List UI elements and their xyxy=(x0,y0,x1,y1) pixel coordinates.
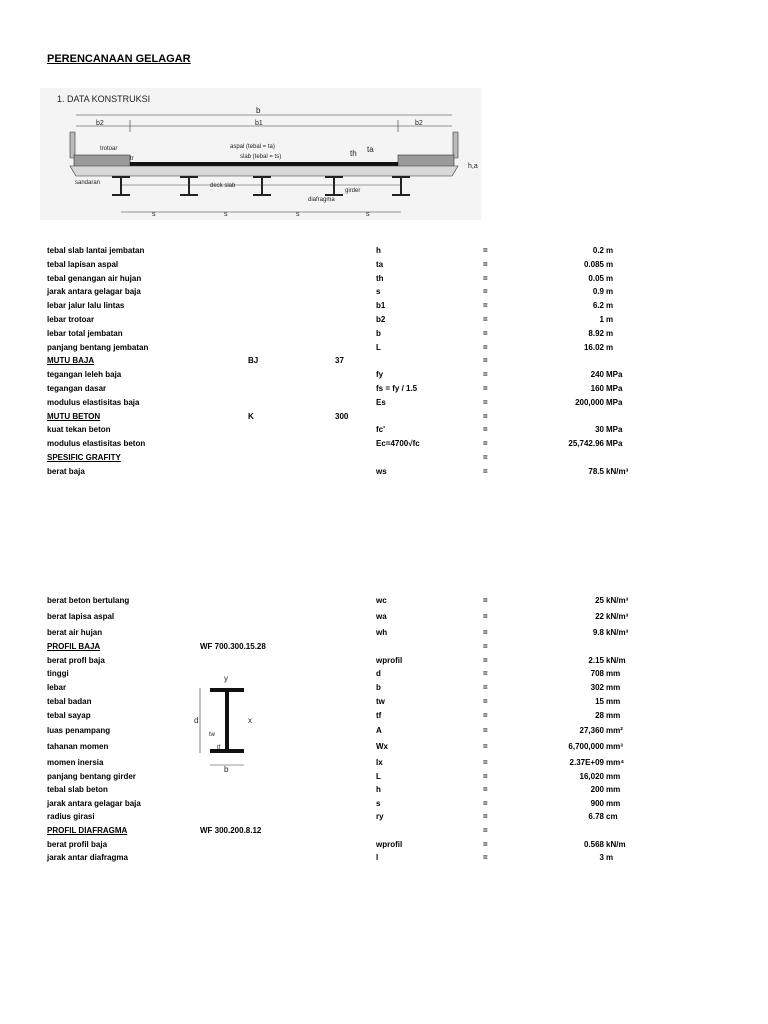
row-label: tebal lapisan aspal xyxy=(47,259,119,269)
row-unit: mm xyxy=(606,711,621,720)
row-label: panjang bentang girder xyxy=(47,772,136,781)
label-girder: girder xyxy=(345,188,361,194)
row-label: tinggi xyxy=(47,669,69,678)
row-unit: MPa xyxy=(606,397,623,407)
row-unit: mm² xyxy=(606,726,623,735)
label-trotoar: trotoar xyxy=(100,146,118,152)
row-equals: = xyxy=(483,840,488,849)
row-symbol: L xyxy=(376,342,381,352)
row-value: 3 xyxy=(599,853,604,862)
row-equals: = xyxy=(483,683,488,692)
row-label: radius girasi xyxy=(47,812,95,821)
row-label: lebar total jembatan xyxy=(47,328,123,338)
label-sandaran: sandaran xyxy=(75,180,101,186)
row-value: 6.2 xyxy=(592,301,604,311)
row-equals: = xyxy=(483,726,488,735)
row-symbol: ry xyxy=(376,812,384,821)
row-extra: WF 700.300.15.28 xyxy=(200,642,266,651)
row-symbol: s xyxy=(376,799,381,808)
row-label: panjang bentang jembatan xyxy=(47,342,149,352)
row-equals: = xyxy=(483,799,488,808)
row-equals: = xyxy=(483,246,488,255)
row-label: berat baja xyxy=(47,466,85,476)
row-value: 0.085 xyxy=(583,259,604,269)
row-symbol: wprofil xyxy=(376,656,403,665)
row-equals: = xyxy=(483,612,488,621)
row-label: tebal sayap xyxy=(47,711,91,720)
row-value: 0.568 xyxy=(583,840,604,849)
row-unit: mm xyxy=(606,799,621,808)
dim-s2-label: s xyxy=(224,211,228,218)
table-row xyxy=(0,757,768,769)
ibeam-y-label: y xyxy=(224,674,228,683)
row-equals: = xyxy=(483,772,488,781)
row-extra2: 300 xyxy=(335,411,349,421)
table-row xyxy=(0,811,768,823)
row-equals: = xyxy=(483,826,488,835)
table-row xyxy=(0,741,768,753)
row-label: berat air hujan xyxy=(47,628,103,637)
row-value: 200,000 xyxy=(575,397,604,407)
row-unit: kN/m³ xyxy=(606,596,629,605)
dim-b2-left-label: b2 xyxy=(96,120,104,127)
row-unit: mm³ xyxy=(606,742,623,751)
row-equals: = xyxy=(483,370,488,380)
row-unit: kN/m³ xyxy=(606,612,629,621)
wf-profile-diagram xyxy=(190,671,264,774)
row-value: 8.92 xyxy=(588,328,604,338)
table-row xyxy=(0,682,768,694)
row-equals: = xyxy=(483,397,488,407)
figure-heading: 1. DATA KONSTRUKSI xyxy=(57,94,151,104)
row-value: 708 xyxy=(590,669,604,678)
row-symbol: Es xyxy=(376,397,386,407)
row-label: berat profl baja xyxy=(47,656,105,665)
row-value: 1 xyxy=(599,315,604,324)
row-value: 25,742.96 xyxy=(568,439,604,449)
row-value: 78.5 xyxy=(588,466,604,476)
row-symbol: b2 xyxy=(376,315,386,324)
row-value: 160 xyxy=(590,384,604,393)
row-unit: m xyxy=(606,273,614,283)
row-symbol: h xyxy=(376,785,381,794)
ibeam-tw-label: tw xyxy=(209,732,215,738)
ibeam-b-label: b xyxy=(224,765,229,774)
row-unit: m xyxy=(606,259,614,269)
row-value: 16,020 xyxy=(579,772,604,781)
row-extra2: 37 xyxy=(335,356,344,366)
row-symbol: fs = fy / 1.5 xyxy=(376,384,418,393)
label-aspal: aspal (tebal = ta) xyxy=(230,144,275,150)
label-ta: ta xyxy=(367,145,374,154)
row-unit: m xyxy=(606,246,614,255)
dim-b1-label: b1 xyxy=(255,120,263,127)
row-value: 2.15 xyxy=(588,656,604,665)
row-equals: = xyxy=(483,259,488,269)
row-value: 6.78 xyxy=(588,812,604,821)
row-label: tebal slab beton xyxy=(47,785,108,794)
ibeam-x-label: x xyxy=(248,716,252,725)
row-unit: m xyxy=(606,287,614,297)
row-value: 16.02 xyxy=(583,342,604,352)
row-label: jarak antar diafragma xyxy=(47,853,128,862)
label-tr: tr xyxy=(130,156,134,162)
table-row xyxy=(0,784,768,796)
row-unit: mm⁴ xyxy=(606,758,625,767)
row-unit: mm xyxy=(606,697,621,706)
row-value: 2.37E+09 xyxy=(569,758,604,767)
row-unit: kN/m³ xyxy=(606,628,629,637)
row-symbol: ws xyxy=(376,466,387,476)
table-row xyxy=(0,611,768,623)
row-symbol: Ix xyxy=(376,758,383,767)
row-symbol: fc' xyxy=(376,425,386,435)
table-row xyxy=(0,668,768,680)
label-ha: h,a xyxy=(468,163,478,170)
dim-s3-label: s xyxy=(296,211,300,218)
table-row xyxy=(0,839,768,851)
row-label: berat lapisa aspal xyxy=(47,612,115,621)
row-equals: = xyxy=(483,596,488,605)
table-row xyxy=(0,696,768,708)
row-label: SPESIFIC GRAFITY xyxy=(47,453,121,462)
table-row xyxy=(0,771,768,783)
row-unit: m xyxy=(606,301,614,311)
row-extra: K xyxy=(248,411,254,421)
row-unit: MPa xyxy=(606,439,623,449)
row-equals: = xyxy=(483,656,488,665)
row-equals: = xyxy=(483,697,488,706)
table-row xyxy=(0,825,768,837)
row-equals: = xyxy=(483,384,488,393)
row-value: 6,700,000 xyxy=(568,742,604,751)
row-value: 28 xyxy=(595,711,604,720)
row-label: lebar trotoar xyxy=(47,315,95,324)
row-symbol: b xyxy=(376,683,381,692)
row-symbol: ta xyxy=(376,259,384,269)
row-unit: m xyxy=(606,853,614,862)
row-unit: m xyxy=(606,328,614,338)
label-deck-slab: deck slab xyxy=(210,183,236,189)
row-unit: mm xyxy=(606,683,621,692)
row-equals: = xyxy=(483,315,488,324)
row-label: berat beton bertulang xyxy=(47,596,130,605)
page-title: PERENCANAAN GELAGAR xyxy=(47,53,191,65)
table-row xyxy=(0,627,768,639)
row-equals: = xyxy=(483,628,488,637)
row-equals: = xyxy=(483,853,488,862)
row-equals: = xyxy=(483,453,488,462)
dim-b2-right-label: b2 xyxy=(415,120,423,127)
ibeam-tf-label: tf xyxy=(217,745,221,751)
row-equals: = xyxy=(483,356,488,366)
row-equals: = xyxy=(483,785,488,794)
row-label: MUTU BETON xyxy=(47,411,101,421)
row-label: tebal genangan air hujan xyxy=(47,273,142,283)
row-equals: = xyxy=(483,439,488,449)
row-equals: = xyxy=(483,758,488,767)
row-symbol: fy xyxy=(376,370,384,380)
table-row xyxy=(0,595,768,607)
row-extra: WF 300.200.8.12 xyxy=(200,826,262,835)
row-label: PROFIL DIAFRAGMA xyxy=(47,826,128,835)
row-value: 0.05 xyxy=(588,273,604,283)
row-equals: = xyxy=(483,642,488,651)
label-th: th xyxy=(350,149,357,158)
row-equals: = xyxy=(483,273,488,283)
table-row xyxy=(0,641,768,653)
row-symbol: tw xyxy=(376,697,385,706)
row-label: tegangan leleh baja xyxy=(47,370,122,380)
row-label: luas penampang xyxy=(47,726,111,735)
table-row xyxy=(0,798,768,810)
row-symbol: Wx xyxy=(376,742,388,751)
row-label: tahanan momen xyxy=(47,742,109,751)
row-label: modulus elastisitas beton xyxy=(47,439,146,449)
row-symbol: h xyxy=(376,246,381,255)
row-symbol: A xyxy=(376,726,382,735)
row-value: 0.2 xyxy=(592,246,604,255)
table-row xyxy=(0,655,768,667)
row-equals: = xyxy=(483,301,488,311)
row-symbol: wh xyxy=(376,628,388,637)
row-equals: = xyxy=(483,411,488,421)
row-equals: = xyxy=(483,287,488,297)
row-unit: mm xyxy=(606,772,621,781)
dim-s4-label: s xyxy=(366,211,370,218)
row-label: lebar jalur lalu lintas xyxy=(47,301,125,311)
row-equals: = xyxy=(483,342,488,352)
row-equals: = xyxy=(483,425,488,435)
row-equals: = xyxy=(483,669,488,678)
row-value: 22 xyxy=(595,612,604,621)
row-label: momen inersia xyxy=(47,758,104,767)
row-label: jarak antara gelagar baja xyxy=(47,287,141,297)
row-symbol: L xyxy=(376,772,381,781)
row-symbol: b xyxy=(376,328,381,338)
row-unit: MPa xyxy=(606,425,623,435)
row-symbol: wc xyxy=(376,596,387,605)
row-symbol: wa xyxy=(376,612,387,621)
row-extra: BJ xyxy=(248,356,259,366)
label-diafragma: diafragma xyxy=(308,197,335,203)
row-value: 240 xyxy=(590,370,604,380)
row-label: tebal slab lantai jembatan xyxy=(47,246,145,255)
row-value: 302 xyxy=(590,683,604,692)
row-unit: kN/m xyxy=(606,656,626,665)
table-row xyxy=(0,852,768,864)
row-symbol: s xyxy=(376,287,381,297)
row-symbol: b1 xyxy=(376,301,386,311)
row-value: 200 xyxy=(590,785,604,794)
row-unit: kN/m xyxy=(606,840,626,849)
row-label: berat profil baja xyxy=(47,840,108,849)
row-unit: MPa xyxy=(606,370,623,380)
row-unit: m xyxy=(606,342,614,352)
dim-b-label: b xyxy=(256,106,261,115)
row-unit: mm xyxy=(606,669,621,678)
row-value: 9.8 xyxy=(592,628,604,637)
ibeam-d-label: d xyxy=(194,716,199,725)
label-slab: slab (tebal = ts) xyxy=(240,154,282,160)
row-label: modulus elastisitas baja xyxy=(47,397,140,407)
row-symbol: Ec=4700√fc xyxy=(376,439,420,449)
row-unit: m xyxy=(606,315,614,324)
row-label: lebar xyxy=(47,683,67,692)
row-equals: = xyxy=(483,711,488,720)
row-symbol: wprofil xyxy=(376,840,403,849)
table-row xyxy=(0,710,768,722)
row-label: tebal badan xyxy=(47,697,92,706)
row-label: jarak antara gelagar baja xyxy=(47,799,141,808)
row-value: 30 xyxy=(595,425,604,435)
row-value: 900 xyxy=(590,799,604,808)
row-value: 15 xyxy=(595,697,604,706)
row-equals: = xyxy=(483,328,488,338)
row-label: PROFIL BAJA xyxy=(47,642,101,651)
row-equals: = xyxy=(483,742,488,751)
row-value: 0.9 xyxy=(592,287,604,297)
row-unit: cm xyxy=(606,812,618,821)
row-label: MUTU BAJA xyxy=(47,356,95,366)
row-equals: = xyxy=(483,466,488,476)
row-symbol: l xyxy=(376,853,379,862)
row-label: tegangan dasar xyxy=(47,384,107,393)
row-unit: MPa xyxy=(606,384,623,393)
row-value: 25 xyxy=(595,596,604,605)
dim-s1-label: s xyxy=(152,211,156,218)
row-unit: kN/m³ xyxy=(606,466,629,476)
row-symbol: d xyxy=(376,669,381,678)
row-label: kuat tekan beton xyxy=(47,425,111,435)
row-symbol: tf xyxy=(376,711,382,720)
table-row xyxy=(0,725,768,737)
row-symbol: th xyxy=(376,273,384,283)
row-unit: mm xyxy=(606,785,621,794)
row-value: 27,360 xyxy=(579,726,604,735)
row-equals: = xyxy=(483,812,488,821)
